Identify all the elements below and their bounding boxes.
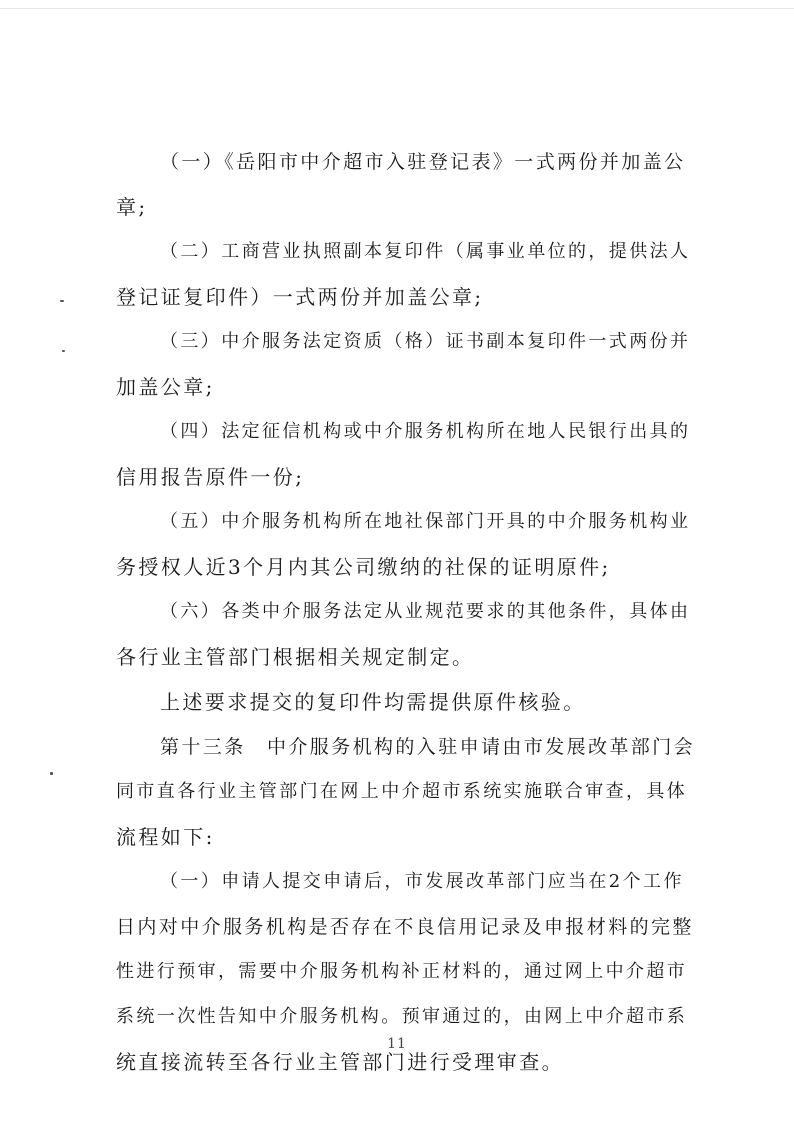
page-number: 11 <box>387 1036 407 1052</box>
text-line: 登记证复印件）一式两份并加盖公章; <box>116 285 484 309</box>
text-line: （二）工商营业执照副本复印件（属事业单位的，提供法人 <box>160 241 691 262</box>
scan-speck <box>50 772 53 775</box>
text-line: （三）中介服务法定资质（格）证书副本复印件一式两份并 <box>160 331 691 352</box>
scan-speck <box>60 300 64 302</box>
text-line: 统直接流转至各行业主管部门进行受理审查。 <box>116 1050 564 1074</box>
text-line: 务授权人近3个月内其公司缴纳的社保的证明原件; <box>116 555 611 579</box>
text-line: （一）申请人提交申请后，市发展改革部门应当在2个工作 <box>160 871 684 892</box>
text-line: 加盖公章; <box>116 375 215 399</box>
text-line: （一）《岳阳市中介超市入驻登记表》一式两份并加盖公 <box>160 151 686 173</box>
text-line: 上述要求提交的复印件均需提供原件核验。 <box>160 690 586 714</box>
text-line: （六）各类中介服务法定从业规范要求的其他条件，具体由 <box>160 601 691 622</box>
scan-top-edge <box>0 8 794 9</box>
text-line: （五）中介服务机构所在地社保部门开具的中介服务机构业 <box>160 511 691 532</box>
text-line: 信用报告原件一份; <box>116 465 305 489</box>
text-line: （四）法定征信机构或中介服务机构所在地人民银行出具的 <box>160 421 691 442</box>
article-heading-line: 第十三条 中介服务机构的入驻申请由市发展改革部门会 <box>160 736 696 758</box>
text-line: 流程如下: <box>116 825 215 849</box>
text-line: 各行业主管部门根据相关规定制定。 <box>116 645 475 669</box>
text-line: 同市直各行业主管部门在网上中介超市系统实施联合审查，具体 <box>116 781 688 802</box>
text-line: 系统一次性告知中介服务机构。预审通过的，由网上中介超市系 <box>116 1006 688 1027</box>
text-line: 日内对中介服务机构是否存在不良信用记录及申报材料的完整 <box>116 916 694 938</box>
text-line: 章; <box>116 195 148 219</box>
text-line: 性进行预审，需要中介服务机构补正材料的，通过网上中介超市 <box>116 961 688 982</box>
scan-speck <box>62 350 65 352</box>
